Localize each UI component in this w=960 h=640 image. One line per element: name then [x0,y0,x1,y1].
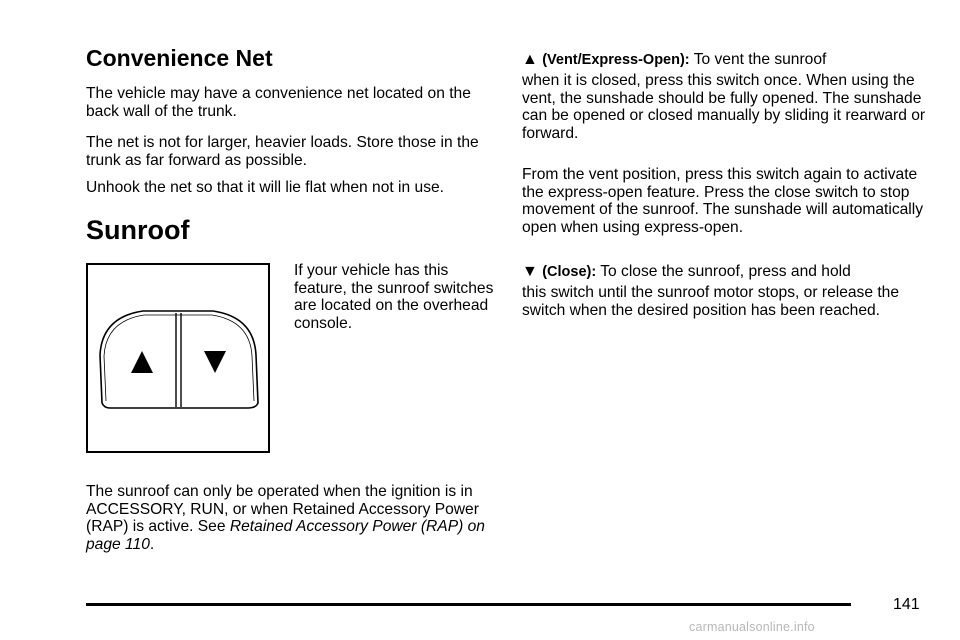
close-description [522,262,932,319]
convenience-net-paragraph-3: Unhook the net so that it will lie flat when not in use. [86,179,444,196]
close-text-rest: this switch until the sunroof motor stops, or release the switch when the desired position has been reached. [522,284,900,319]
footer-rule [86,603,851,606]
convenience-net-heading: Convenience Net [86,45,273,71]
vent-text-first: To vent the sunroof [693,51,827,68]
sunroof-location-text: If your vehicle has this feature, the sunroof switches are located on the overhead console. [294,262,494,332]
close-symbol-icon: ▼ [522,263,538,280]
watermark: carmanualsonline.info [689,620,815,634]
express-open-text: From the vent position, press this switch again to activate the express-open feature. Press the close switch to stop movement of the sunroof. The sunshade will automatically open when using express-open. [522,166,924,236]
rap-reference-link[interactable]: Retained Accessory Power (RAP) on page 110 [86,518,485,553]
vent-symbol-icon: ▲ [522,51,538,68]
switch-housing-inner [104,315,254,401]
vent-arrow-icon [131,351,153,373]
close-text-first: To close the sunroof, press and hold [600,263,851,280]
vent-description [522,50,932,142]
close-arrow-icon [204,351,226,373]
sunroof-operation-end: . [149,535,155,553]
convenience-net-paragraph-2: The net is not for larger, heavier loads. Store those in the trunk as far forward as possible. [86,134,479,169]
convenience-net-paragraph-1: The vehicle may have a convenience net located on the back wall of the trunk. [86,85,471,120]
close-label: (Close): [542,264,597,280]
sunroof-heading: Sunroof [86,215,190,245]
vent-label: (Vent/Express-Open): [542,52,690,68]
vent-text-rest: when it is closed, press this switch once. When using the vent, the sunshade should be fully opened. The sunshade can be opened or closed manually by sliding it rearward or forward. [522,72,926,142]
page-number: 141 [893,596,920,613]
switch-housing-outline [100,311,258,408]
sunroof-operation-text [86,483,486,553]
sunroof-switch-illustration [86,263,270,453]
sunroof-operation-body: The sunroof can only be operated when the ignition is in ACCESSORY, RUN, or when Retained Accessory Power (RAP) is active. See [86,483,479,536]
